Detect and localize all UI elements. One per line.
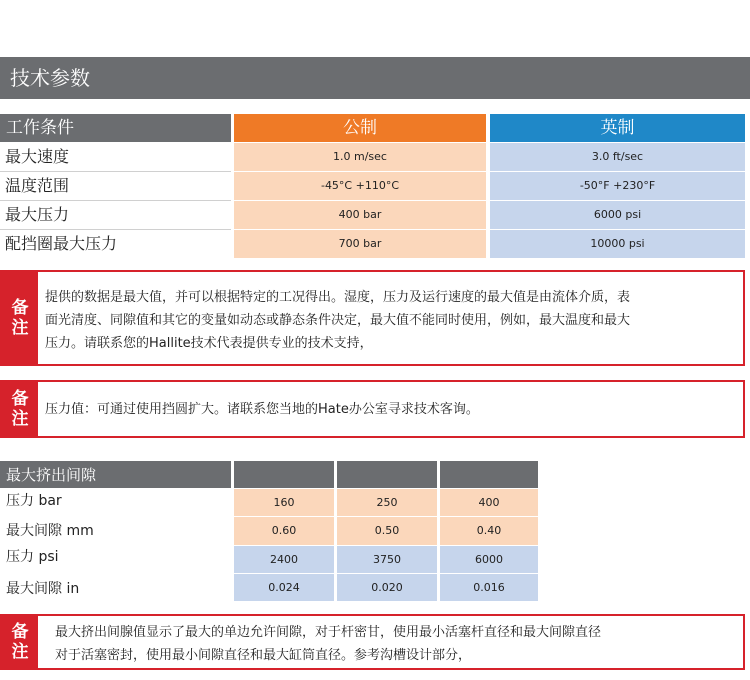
note-tag — [2, 382, 38, 436]
gap-value: 0.60 — [234, 517, 334, 545]
note-line: 提供的数据是最大值，并可以根据特定的工况得出。湿度，压力及运行速度的最大值是由流体介质，表 — [45, 290, 631, 305]
gap-row-label: 最大间隙 in — [0, 574, 231, 601]
note-line: 最大挤出间腺值显示了最大的单边允许间隙，对于杆密甘，使用最小活塞杆直径和最大间隙直径 — [55, 625, 602, 640]
gap-value: 2400 — [234, 546, 334, 573]
note-line: 压力值：可通过使用挡圆扩大。诸联系您当地的Hate办公室寻求技术客询。 — [45, 402, 479, 417]
gap-value: 0.016 — [440, 574, 538, 601]
spec-header-label: 工作条件 — [0, 114, 231, 142]
spec-row-metric-value: 1.0 m/sec — [234, 143, 486, 171]
note-tag — [2, 272, 38, 364]
gap-row-label: 压力 psi — [0, 546, 231, 573]
gap-value: 0.40 — [440, 517, 538, 545]
note-tag — [2, 616, 38, 668]
gap-header-col — [440, 461, 538, 488]
note-tag-char: 备 — [11, 389, 29, 409]
note-box — [0, 270, 745, 366]
note-line: 压力。请联系您的Hallite技术代表提供专业的技术支持， — [45, 336, 373, 351]
note-box — [0, 614, 745, 670]
gap-value: 6000 — [440, 546, 538, 573]
spec-header-metric: 公制 — [234, 114, 486, 142]
note-text — [55, 621, 699, 667]
note-text — [45, 398, 699, 421]
note-line: 面光清度、同隙值和其它的变量如动态或静态条件决定，最大值不能同时使用，例如，最大温度和最大 — [45, 313, 631, 328]
gap-value: 160 — [234, 489, 334, 516]
note-tag-char: 备 — [11, 622, 29, 642]
note-tag-char: 备 — [11, 298, 29, 318]
gap-row-label: 最大间隙 mm — [0, 517, 231, 545]
note-tag-char: 注 — [11, 409, 29, 429]
note-tag-char: 注 — [11, 642, 29, 662]
spec-row-metric-value: 400 bar — [234, 201, 486, 229]
spec-row-label: 配挡圈最大压力 — [0, 230, 231, 258]
spec-header-imperial: 英制 — [490, 114, 745, 142]
gap-value: 0.024 — [234, 574, 334, 601]
gap-value: 250 — [337, 489, 437, 516]
spec-row-label: 最大压力 — [0, 201, 231, 229]
gap-header-col — [234, 461, 334, 488]
note-box — [0, 380, 745, 438]
spec-row-metric-value: -45°C +110°C — [234, 172, 486, 200]
gap-header-col — [337, 461, 437, 488]
gap-header-label: 最大挤出间隙 — [0, 461, 231, 488]
note-text — [45, 286, 699, 355]
gap-value: 3750 — [337, 546, 437, 573]
spec-row-imperial-value: 6000 psi — [490, 201, 745, 229]
note-line: 对于活塞密封，使用最小间隙直径和最大缸筒直径。参考沟槽设计部分， — [55, 648, 472, 663]
spec-row-label: 温度范围 — [0, 172, 231, 200]
spec-row-imperial-value: 10000 psi — [490, 230, 745, 258]
spec-row-metric-value: 700 bar — [234, 230, 486, 258]
spec-row-imperial-value: -50°F +230°F — [490, 172, 745, 200]
spec-row-label: 最大速度 — [0, 143, 231, 171]
spec-row-imperial-value: 3.0 ft/sec — [490, 143, 745, 171]
section-title: 技术参数 — [0, 57, 750, 99]
gap-value: 400 — [440, 489, 538, 516]
note-tag-char: 注 — [11, 318, 29, 338]
gap-row-label: 压力 bar — [0, 489, 231, 516]
gap-value: 0.020 — [337, 574, 437, 601]
gap-value: 0.50 — [337, 517, 437, 545]
